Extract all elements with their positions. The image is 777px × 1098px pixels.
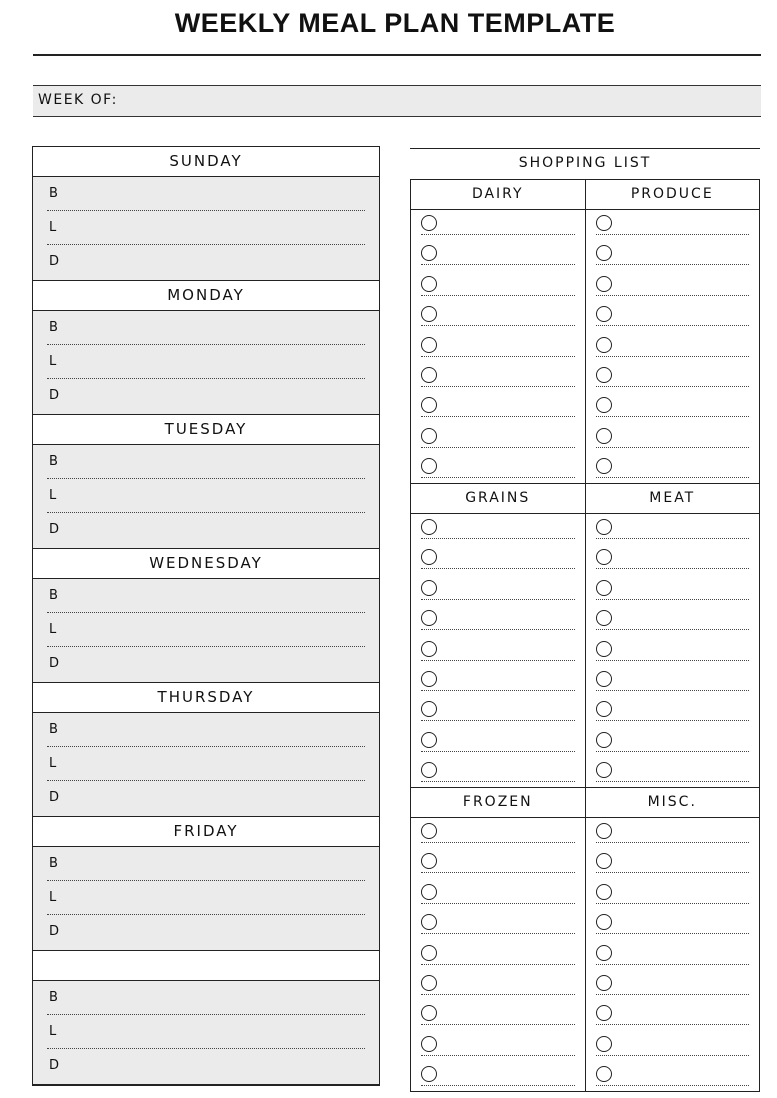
list-item bbox=[411, 458, 585, 488]
item-entry-line[interactable] bbox=[596, 964, 750, 965]
meal-entry-line[interactable] bbox=[47, 746, 365, 747]
meal-entry-line[interactable] bbox=[47, 1014, 365, 1015]
day-meals bbox=[32, 847, 380, 950]
item-entry-line[interactable] bbox=[421, 660, 575, 661]
checkbox-circle-icon[interactable] bbox=[596, 458, 612, 474]
shopping-section bbox=[410, 179, 760, 483]
meal-label: D bbox=[49, 790, 60, 805]
list-item bbox=[411, 276, 585, 306]
list-item bbox=[411, 1005, 585, 1035]
list-item bbox=[411, 975, 585, 1005]
item-entry-line[interactable] bbox=[421, 629, 575, 630]
checkbox-circle-icon[interactable] bbox=[421, 823, 437, 839]
list-item bbox=[411, 732, 585, 762]
item-entry-line[interactable] bbox=[421, 720, 575, 721]
checkbox-circle-icon[interactable] bbox=[596, 549, 612, 565]
item-entry-line[interactable] bbox=[596, 1024, 750, 1025]
item-entry-line[interactable] bbox=[596, 1085, 750, 1086]
category-items bbox=[411, 818, 585, 1091]
meal-label: D bbox=[49, 522, 60, 537]
list-item bbox=[411, 762, 585, 792]
checkbox-circle-icon[interactable] bbox=[421, 610, 437, 626]
checkbox-circle-icon[interactable] bbox=[596, 884, 612, 900]
meal-label: D bbox=[49, 388, 60, 403]
meal-entry-line[interactable] bbox=[47, 612, 365, 613]
meal-label: L bbox=[49, 220, 57, 235]
list-item bbox=[586, 1066, 760, 1096]
category-header: PRODUCE bbox=[586, 179, 760, 210]
checkbox-circle-icon[interactable] bbox=[421, 884, 437, 900]
item-entry-line[interactable] bbox=[421, 599, 575, 600]
list-item bbox=[586, 276, 760, 306]
item-entry-line[interactable] bbox=[421, 933, 575, 934]
item-entry-line[interactable] bbox=[421, 842, 575, 843]
list-item bbox=[411, 671, 585, 701]
item-entry-line[interactable] bbox=[596, 933, 750, 934]
checkbox-circle-icon[interactable] bbox=[421, 276, 437, 292]
checkbox-circle-icon[interactable] bbox=[596, 276, 612, 292]
shopping-section bbox=[410, 787, 760, 1091]
day-header[interactable]: FRIDAY bbox=[32, 816, 380, 847]
item-entry-line[interactable] bbox=[421, 903, 575, 904]
category-header: FROZEN bbox=[411, 787, 585, 818]
day-meals bbox=[32, 713, 380, 816]
item-entry-line[interactable] bbox=[596, 416, 750, 417]
item-entry-line[interactable] bbox=[421, 416, 575, 417]
checkbox-circle-icon[interactable] bbox=[421, 428, 437, 444]
meal-entry-line[interactable] bbox=[47, 646, 365, 647]
list-item bbox=[586, 762, 760, 792]
checkbox-circle-icon[interactable] bbox=[596, 732, 612, 748]
checkbox-circle-icon[interactable] bbox=[596, 975, 612, 991]
checkbox-circle-icon[interactable] bbox=[596, 428, 612, 444]
checkbox-circle-icon[interactable] bbox=[596, 397, 612, 413]
meal-label: L bbox=[49, 890, 57, 905]
checkbox-circle-icon[interactable] bbox=[596, 1005, 612, 1021]
list-item bbox=[586, 945, 760, 975]
list-item bbox=[411, 397, 585, 427]
checkbox-circle-icon[interactable] bbox=[421, 458, 437, 474]
checkbox-circle-icon[interactable] bbox=[596, 1066, 612, 1082]
meal-label: B bbox=[49, 454, 58, 469]
title-divider bbox=[33, 54, 761, 56]
day-meals bbox=[32, 177, 380, 280]
category-column bbox=[585, 787, 760, 1091]
checkbox-circle-icon[interactable] bbox=[596, 519, 612, 535]
checkbox-circle-icon[interactable] bbox=[421, 914, 437, 930]
meal-entry-line[interactable] bbox=[47, 1048, 365, 1049]
meal-label: B bbox=[49, 856, 58, 871]
meal-entry-line[interactable] bbox=[47, 478, 365, 479]
item-entry-line[interactable] bbox=[596, 234, 750, 235]
checkbox-circle-icon[interactable] bbox=[421, 519, 437, 535]
category-items bbox=[586, 210, 760, 483]
item-entry-line[interactable] bbox=[421, 295, 575, 296]
item-entry-line[interactable] bbox=[596, 599, 750, 600]
item-entry-line[interactable] bbox=[596, 264, 750, 265]
list-item bbox=[586, 701, 760, 731]
meal-entry-line[interactable] bbox=[47, 512, 365, 513]
list-item bbox=[586, 884, 760, 914]
checkbox-circle-icon[interactable] bbox=[596, 580, 612, 596]
checkbox-circle-icon[interactable] bbox=[421, 975, 437, 991]
item-entry-line[interactable] bbox=[421, 538, 575, 539]
list-item bbox=[411, 549, 585, 579]
list-item bbox=[411, 245, 585, 275]
list-item bbox=[586, 823, 760, 853]
list-item bbox=[586, 641, 760, 671]
item-entry-line[interactable] bbox=[421, 234, 575, 235]
list-item bbox=[411, 1036, 585, 1066]
checkbox-circle-icon[interactable] bbox=[596, 306, 612, 322]
checkbox-circle-icon[interactable] bbox=[596, 671, 612, 687]
meal-entry-line[interactable] bbox=[47, 378, 365, 379]
checkbox-circle-icon[interactable] bbox=[596, 215, 612, 231]
checkbox-circle-icon[interactable] bbox=[596, 1036, 612, 1052]
item-entry-line[interactable] bbox=[421, 690, 575, 691]
item-entry-line[interactable] bbox=[596, 568, 750, 569]
item-entry-line[interactable] bbox=[421, 964, 575, 965]
day-meals bbox=[32, 311, 380, 414]
day-header[interactable]: THURSDAY bbox=[32, 682, 380, 713]
list-item bbox=[586, 397, 760, 427]
item-entry-line[interactable] bbox=[596, 660, 750, 661]
item-entry-line[interactable] bbox=[421, 325, 575, 326]
meal-label: D bbox=[49, 1058, 60, 1073]
week-of-label: WEEK OF: bbox=[38, 92, 118, 108]
item-entry-line[interactable] bbox=[596, 690, 750, 691]
shopping-list-title: SHOPPING LIST bbox=[518, 155, 652, 171]
list-item bbox=[586, 1036, 760, 1066]
meal-label: L bbox=[49, 354, 57, 369]
category-items bbox=[586, 818, 760, 1091]
list-item bbox=[411, 914, 585, 944]
checkbox-circle-icon[interactable] bbox=[421, 580, 437, 596]
category-column bbox=[411, 483, 585, 787]
item-entry-line[interactable] bbox=[421, 356, 575, 357]
item-entry-line[interactable] bbox=[596, 842, 750, 843]
item-entry-line[interactable] bbox=[596, 1055, 750, 1056]
item-entry-line[interactable] bbox=[596, 356, 750, 357]
list-item bbox=[586, 337, 760, 367]
item-entry-line[interactable] bbox=[421, 1055, 575, 1056]
checkbox-circle-icon[interactable] bbox=[421, 671, 437, 687]
meal-entry-line[interactable] bbox=[47, 210, 365, 211]
days-bottom-rule bbox=[32, 1084, 380, 1086]
item-entry-line[interactable] bbox=[421, 872, 575, 873]
category-header: DAIRY bbox=[411, 179, 585, 210]
list-item bbox=[411, 428, 585, 458]
checkbox-circle-icon[interactable] bbox=[421, 732, 437, 748]
checkbox-circle-icon[interactable] bbox=[596, 762, 612, 778]
day-header[interactable]: WEDNESDAY bbox=[32, 548, 380, 579]
meal-label: B bbox=[49, 588, 58, 603]
list-item bbox=[586, 914, 760, 944]
category-items bbox=[586, 514, 760, 787]
day-meals bbox=[32, 579, 380, 682]
checkbox-circle-icon[interactable] bbox=[421, 641, 437, 657]
meal-label: B bbox=[49, 722, 58, 737]
checkbox-circle-icon[interactable] bbox=[421, 397, 437, 413]
page-title: WEEKLY MEAL PLAN TEMPLATE bbox=[174, 8, 616, 38]
list-item bbox=[411, 701, 585, 731]
meal-entry-line[interactable] bbox=[47, 914, 365, 915]
item-entry-line[interactable] bbox=[596, 325, 750, 326]
item-entry-line[interactable] bbox=[596, 781, 750, 782]
checkbox-circle-icon[interactable] bbox=[596, 245, 612, 261]
list-item bbox=[411, 306, 585, 336]
list-item bbox=[411, 1066, 585, 1096]
item-entry-line[interactable] bbox=[596, 295, 750, 296]
list-item bbox=[411, 641, 585, 671]
meal-label: D bbox=[49, 656, 60, 671]
list-item bbox=[411, 367, 585, 397]
item-entry-line[interactable] bbox=[596, 994, 750, 995]
checkbox-circle-icon[interactable] bbox=[421, 1036, 437, 1052]
days-column bbox=[32, 146, 380, 1086]
shopping-list bbox=[410, 148, 760, 1092]
checkbox-circle-icon[interactable] bbox=[596, 337, 612, 353]
checkbox-circle-icon[interactable] bbox=[596, 823, 612, 839]
checkbox-circle-icon[interactable] bbox=[421, 762, 437, 778]
item-entry-line[interactable] bbox=[596, 447, 750, 448]
checkbox-circle-icon[interactable] bbox=[421, 337, 437, 353]
list-item bbox=[586, 367, 760, 397]
list-item bbox=[586, 671, 760, 701]
checkbox-circle-icon[interactable] bbox=[596, 945, 612, 961]
day-header[interactable]: SUNDAY bbox=[32, 146, 380, 177]
meal-label: L bbox=[49, 1024, 57, 1039]
item-entry-line[interactable] bbox=[421, 1085, 575, 1086]
category-items bbox=[411, 210, 585, 483]
day-header[interactable]: MONDAY bbox=[32, 280, 380, 311]
list-item bbox=[586, 549, 760, 579]
category-header: MISC. bbox=[586, 787, 760, 818]
checkbox-circle-icon[interactable] bbox=[421, 853, 437, 869]
checkbox-circle-icon[interactable] bbox=[596, 610, 612, 626]
list-item bbox=[586, 732, 760, 762]
checkbox-circle-icon[interactable] bbox=[421, 306, 437, 322]
list-item bbox=[411, 580, 585, 610]
meal-label: D bbox=[49, 254, 60, 269]
item-entry-line[interactable] bbox=[596, 477, 750, 478]
checkbox-circle-icon[interactable] bbox=[421, 945, 437, 961]
shopping-section bbox=[410, 483, 760, 787]
week-of-field[interactable] bbox=[33, 85, 761, 117]
category-header: MEAT bbox=[586, 483, 760, 514]
checkbox-circle-icon[interactable] bbox=[596, 701, 612, 717]
list-item bbox=[586, 975, 760, 1005]
category-items bbox=[411, 514, 585, 787]
item-entry-line[interactable] bbox=[421, 264, 575, 265]
item-entry-line[interactable] bbox=[596, 386, 750, 387]
item-entry-line[interactable] bbox=[596, 903, 750, 904]
list-item bbox=[411, 853, 585, 883]
item-entry-line[interactable] bbox=[596, 720, 750, 721]
meal-label: B bbox=[49, 990, 58, 1005]
day-header[interactable]: TUESDAY bbox=[32, 414, 380, 445]
item-entry-line[interactable] bbox=[421, 568, 575, 569]
list-item bbox=[411, 337, 585, 367]
day-header[interactable] bbox=[32, 950, 380, 981]
meal-entry-line[interactable] bbox=[47, 880, 365, 881]
checkbox-circle-icon[interactable] bbox=[596, 853, 612, 869]
meal-label: L bbox=[49, 756, 57, 771]
checkbox-circle-icon[interactable] bbox=[421, 549, 437, 565]
item-entry-line[interactable] bbox=[421, 1024, 575, 1025]
meal-label: B bbox=[49, 186, 58, 201]
item-entry-line[interactable] bbox=[421, 751, 575, 752]
item-entry-line[interactable] bbox=[596, 751, 750, 752]
checkbox-circle-icon[interactable] bbox=[596, 914, 612, 930]
list-item bbox=[411, 945, 585, 975]
checkbox-circle-icon[interactable] bbox=[421, 701, 437, 717]
list-item bbox=[586, 215, 760, 245]
list-item bbox=[411, 823, 585, 853]
category-column bbox=[585, 483, 760, 787]
list-item bbox=[411, 884, 585, 914]
list-item bbox=[586, 428, 760, 458]
category-header: GRAINS bbox=[411, 483, 585, 514]
meal-label: L bbox=[49, 488, 57, 503]
list-item bbox=[586, 580, 760, 610]
list-item bbox=[411, 610, 585, 640]
list-item bbox=[586, 519, 760, 549]
item-entry-line[interactable] bbox=[421, 477, 575, 478]
day-meals bbox=[32, 445, 380, 548]
meal-entry-line[interactable] bbox=[47, 244, 365, 245]
list-item bbox=[586, 610, 760, 640]
meal-label: L bbox=[49, 622, 57, 637]
list-item bbox=[586, 853, 760, 883]
item-entry-line[interactable] bbox=[421, 447, 575, 448]
item-entry-line[interactable] bbox=[421, 386, 575, 387]
meal-label: B bbox=[49, 320, 58, 335]
checkbox-circle-icon[interactable] bbox=[421, 1005, 437, 1021]
list-item bbox=[411, 519, 585, 549]
meal-entry-line[interactable] bbox=[47, 780, 365, 781]
category-column bbox=[411, 179, 585, 483]
checkbox-circle-icon[interactable] bbox=[421, 215, 437, 231]
meal-entry-line[interactable] bbox=[47, 344, 365, 345]
item-entry-line[interactable] bbox=[596, 538, 750, 539]
checkbox-circle-icon[interactable] bbox=[421, 367, 437, 383]
checkbox-circle-icon[interactable] bbox=[421, 1066, 437, 1082]
list-item bbox=[586, 306, 760, 336]
list-item bbox=[586, 245, 760, 275]
checkbox-circle-icon[interactable] bbox=[421, 245, 437, 261]
list-item bbox=[586, 1005, 760, 1035]
item-entry-line[interactable] bbox=[421, 994, 575, 995]
checkbox-circle-icon[interactable] bbox=[596, 641, 612, 657]
meal-label: D bbox=[49, 924, 60, 939]
list-item bbox=[586, 458, 760, 488]
category-column bbox=[585, 179, 760, 483]
category-column bbox=[411, 787, 585, 1091]
list-item bbox=[411, 215, 585, 245]
day-meals bbox=[32, 981, 380, 1084]
checkbox-circle-icon[interactable] bbox=[596, 367, 612, 383]
item-entry-line[interactable] bbox=[596, 872, 750, 873]
item-entry-line[interactable] bbox=[596, 629, 750, 630]
item-entry-line[interactable] bbox=[421, 781, 575, 782]
